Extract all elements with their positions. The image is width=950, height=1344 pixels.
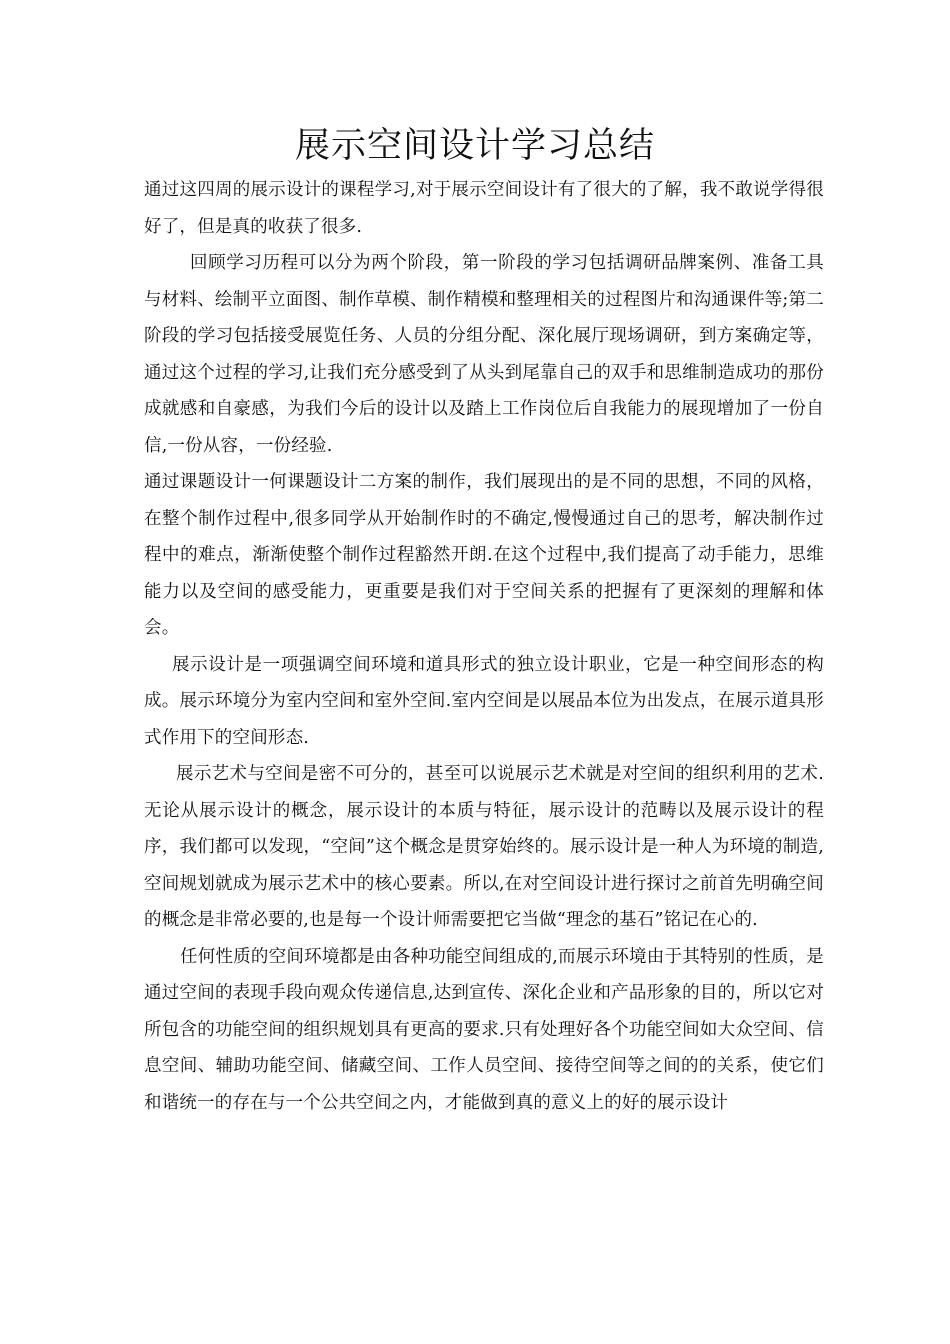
paragraph-intro: 通过这四周的展示设计的课程学习,对于展示空间设计有了很大的了解，我不敢说学得很好了，但是真的收获了很多. <box>144 180 824 237</box>
paragraph-learning-stages: 回顾学习历程可以分为两个阶段，第一阶段的学习包括调研品牌案例、准备工具与材料、绘制平立面图、制作草模、制作精模和整理相关的过程图片和沟通课件等;第二阶段的学习包括接受展览任务、人员的分组分配、深化展厅现场调研，到方案确定等，通过这个过程的学习,让我们充分感受到了从头到尾靠自己的双手和思维制造成功的那份成就感和自豪感，为我们今后的设计以及踏上工作岗位后自我能力的展现增加了一份自信,一份从容，一份经验. <box>144 253 824 456</box>
page-title: 展示空间设计学习总结 <box>294 126 655 166</box>
paragraph-space-concept: 展示艺术与空间是密不可分的，甚至可以说展示艺术就是对空间的组织利用的艺术.无论从展示设计的概念，展示设计的本质与特征，展示设计的范畴以及展示设计的程序，我们都可以发现，“空间”这个概念是贯穿始终的。展示设计是一种人为环境的制造,空间规划就成为展示艺术中的核心要素。所以,在对空间设计进行探讨之前首先明确空间的概念是非常必要的,也是每一个设计师需要把它当做“理念的基石”铭记在心的. <box>144 764 824 930</box>
document-body <box>144 172 824 1121</box>
paragraph-exhibition-design: 展示设计是一项强调空间环境和道具形式的独立设计职业，它是一种空间形态的构成。展示环境分为室内空间和室外空间.室内空间是以展品本位为出发点，在展示道具形式作用下的空间形态. <box>144 654 824 748</box>
paragraph-functional-space: 任何性质的空间环境都是由各种功能空间组成的,而展示环境由于其特别的性质，是通过空间的表现手段向观众传递信息,达到宣传、深化企业和产品形象的目的，所以它对所包含的功能空间的组织规划具有更高的要求.只有处理好各个功能空间如大众空间、信息空间、辅助功能空间、储藏空间、工作人员空间、接待空间等之间的的关系，使它们和谐统一的存在与一个公共空间之内，才能做到真的意义上的好的展示设计 <box>144 946 824 1113</box>
paragraph-project-design: 通过课题设计一何课题设计二方案的制作，我们展现出的是不同的思想，不同的风格，在整个制作过程中,很多同学从开始制作时的不确定,慢慢通过自己的思考，解决制作过程中的难点，渐渐使整个制作过程豁然开朗.在这个过程中,我们提高了动手能力，思维能力以及空间的感受能力，更重要是我们对于空间关系的把握有了更深刻的理解和体会。 <box>144 472 824 638</box>
